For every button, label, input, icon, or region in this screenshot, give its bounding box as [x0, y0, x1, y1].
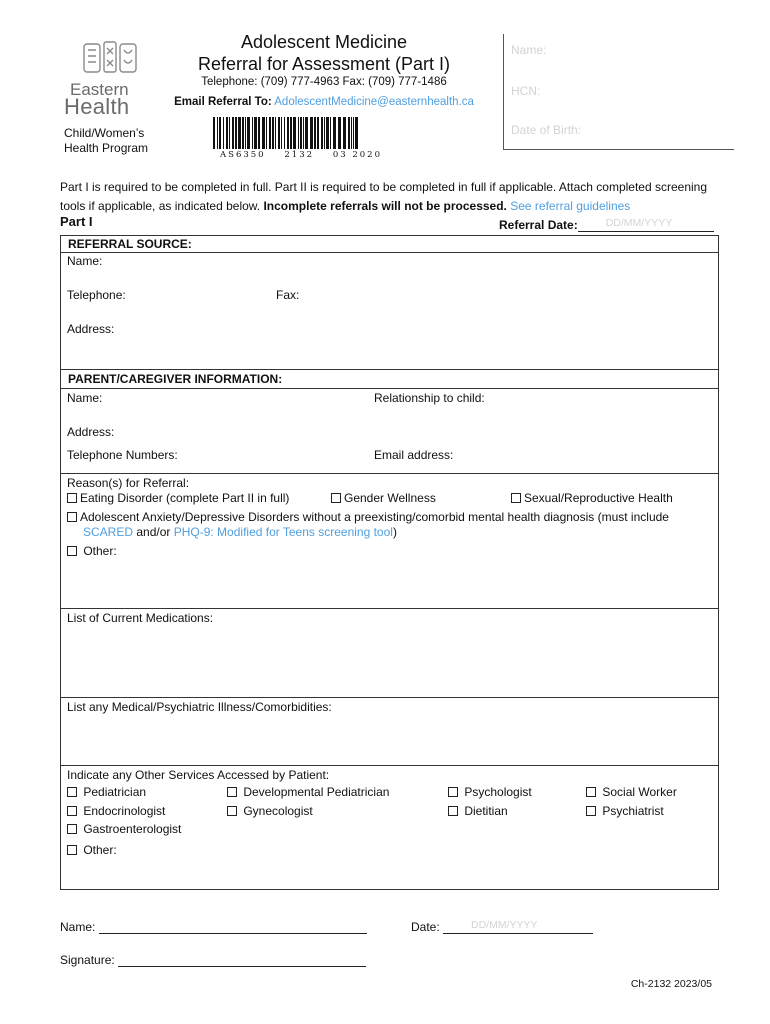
- referral-source-header: [60, 235, 719, 252]
- barcode-icon: [213, 117, 359, 149]
- checkbox-icon[interactable]: [586, 806, 596, 816]
- referral-source-section: [60, 252, 719, 370]
- patient-name-field[interactable]: Name:: [511, 43, 547, 57]
- program-line-2: Health Program: [64, 141, 149, 155]
- reason-other[interactable]: [67, 544, 117, 558]
- title-line-1: Adolescent Medicine: [240, 32, 408, 52]
- footer-signature-label: Signature:: [60, 953, 115, 967]
- email-line: [154, 96, 494, 108]
- program-name: [64, 126, 148, 156]
- footer-name-field[interactable]: [99, 921, 367, 934]
- relationship-field[interactable]: Relationship to child:: [374, 391, 485, 405]
- reason-sexual-health[interactable]: [511, 491, 673, 505]
- referral-address-field[interactable]: Address:: [67, 322, 115, 336]
- services-section: [60, 766, 719, 890]
- service-psychiatrist-label: Psychiatrist: [602, 804, 664, 818]
- service-social-worker[interactable]: [586, 785, 677, 799]
- service-pediatrician-label: Pediatrician: [83, 785, 147, 799]
- checkbox-icon[interactable]: [67, 546, 77, 556]
- barcode-number: AS6350 2132 03 2020: [220, 150, 382, 160]
- logo-line-eastern: Eastern: [70, 80, 129, 99]
- checkbox-icon[interactable]: [448, 787, 458, 797]
- referral-guidelines-link[interactable]: See referral guidelines: [506, 199, 631, 213]
- logo-line-health: Health: [64, 94, 130, 119]
- close-paren: ): [392, 525, 397, 539]
- service-dev-pediatrician-label: Developmental Pediatrician: [243, 785, 390, 799]
- footer-date-placeholder: DD/MM/YYYY: [471, 919, 538, 931]
- referral-date-field[interactable]: [578, 219, 714, 232]
- parent-info-header: [60, 370, 719, 388]
- title-line-2: Referral for Assessment (Part I): [197, 54, 451, 74]
- reason-gender-wellness[interactable]: [331, 491, 436, 505]
- phq9-link[interactable]: PHQ-9: Modified for Teens screening tool: [173, 525, 393, 539]
- checkbox-icon[interactable]: [67, 806, 77, 816]
- email-label: Email Referral To:: [174, 96, 272, 108]
- checkbox-icon[interactable]: [227, 787, 237, 797]
- service-endocrinologist[interactable]: [67, 804, 165, 818]
- checkbox-icon[interactable]: [331, 493, 341, 503]
- checkbox-icon[interactable]: [67, 512, 77, 522]
- dob-field[interactable]: Date of Birth:: [511, 123, 582, 137]
- instructions-text: Part I is required to be completed in full. Part II is required to be completed in full if applicable. Attach completed screening tools if applicable, as indicated below.: [60, 180, 708, 213]
- service-gynecologist[interactable]: [227, 804, 313, 818]
- referral-telephone-field[interactable]: Telephone:: [67, 288, 126, 302]
- checkbox-icon[interactable]: [67, 824, 77, 834]
- checkbox-icon[interactable]: [67, 845, 77, 855]
- services-title: Indicate any Other Services Accessed by Patient:: [67, 768, 330, 782]
- footer-signature-field[interactable]: [118, 954, 366, 967]
- reason-anxiety[interactable]: [67, 510, 712, 540]
- reasons-title: Reason(s) for Referral:: [67, 476, 190, 490]
- reason-eating-disorder[interactable]: [67, 491, 289, 505]
- reason-eating-label: Eating Disorder (complete Part II in full): [80, 491, 290, 505]
- service-dietitian[interactable]: [448, 804, 508, 818]
- scared-link[interactable]: SCARED: [83, 525, 134, 539]
- service-social-worker-label: Social Worker: [602, 785, 677, 799]
- illness-section[interactable]: [60, 698, 719, 766]
- service-dietitian-label: Dietitian: [464, 804, 508, 818]
- service-other-label: Other:: [83, 843, 117, 857]
- reason-gender-label: Gender Wellness: [344, 491, 436, 505]
- referral-source-title: REFERRAL SOURCE:: [68, 237, 192, 251]
- parent-info-title: PARENT/CAREGIVER INFORMATION:: [68, 372, 283, 386]
- parent-address-field[interactable]: Address:: [67, 425, 115, 439]
- service-psychologist[interactable]: [448, 785, 532, 799]
- hcn-field[interactable]: HCN:: [511, 84, 541, 98]
- checkbox-icon[interactable]: [511, 493, 521, 503]
- checkbox-icon[interactable]: [227, 806, 237, 816]
- parent-name-field[interactable]: Name:: [67, 391, 103, 405]
- referral-name-field[interactable]: Name:: [67, 254, 103, 268]
- footer-signature: [60, 953, 366, 967]
- reasons-section: [60, 474, 719, 609]
- patient-id-box: [503, 34, 734, 150]
- reason-sexual-label: Sexual/Reproductive Health: [524, 491, 673, 505]
- illness-title: List any Medical/Psychiatric Illness/Comorbidities:: [67, 700, 332, 714]
- footer-date-label: Date:: [411, 920, 440, 934]
- parent-phones-field[interactable]: Telephone Numbers:: [67, 448, 178, 462]
- reason-other-label: Other:: [83, 544, 117, 558]
- service-gastro-label: Gastroenterologist: [83, 822, 182, 836]
- phone-fax-line: Telephone: (709) 777-4963 Fax: (709) 777-1486: [201, 76, 447, 88]
- service-other[interactable]: [67, 843, 117, 857]
- service-psychologist-label: Psychologist: [464, 785, 532, 799]
- service-gynecologist-label: Gynecologist: [243, 804, 313, 818]
- medications-title: List of Current Medications:: [67, 611, 214, 625]
- and-or-text: and/or: [133, 525, 174, 539]
- medications-section[interactable]: [60, 609, 719, 698]
- service-dev-pediatrician[interactable]: [227, 785, 389, 799]
- service-psychiatrist[interactable]: [586, 804, 664, 818]
- parent-email-field[interactable]: Email address:: [374, 448, 454, 462]
- service-pediatrician[interactable]: [67, 785, 146, 799]
- logo-wordmark: [64, 80, 130, 119]
- referral-date-label: Referral Date:: [499, 218, 578, 232]
- service-gastroenterologist[interactable]: [67, 822, 181, 836]
- checkbox-icon[interactable]: [67, 493, 77, 503]
- checkbox-icon[interactable]: [448, 806, 458, 816]
- footer-date: [411, 920, 593, 934]
- form-number: Ch-2132 2023/05: [630, 978, 712, 990]
- form-title: [154, 31, 494, 75]
- instructions: [60, 178, 720, 216]
- service-endocrinologist-label: Endocrinologist: [83, 804, 166, 818]
- program-line-1: Child/Women’s: [64, 126, 145, 140]
- footer-date-field[interactable]: [443, 921, 593, 934]
- footer-name: [60, 920, 367, 934]
- footer-name-label: Name:: [60, 920, 96, 934]
- checkbox-icon[interactable]: [586, 787, 596, 797]
- parent-info-section: [60, 388, 719, 474]
- checkbox-icon[interactable]: [67, 787, 77, 797]
- referral-date: [499, 218, 714, 232]
- part-label: Part I: [60, 214, 93, 229]
- reason-anxiety-label: Adolescent Anxiety/Depressive Disorders without a preexisting/comorbid mental health diagnosis (must include: [80, 510, 669, 524]
- instructions-warning: Incomplete referrals will not be processed.: [263, 199, 507, 213]
- referral-fax-field[interactable]: Fax:: [276, 288, 300, 302]
- referral-date-placeholder: DD/MM/YYYY: [605, 217, 673, 229]
- email-link[interactable]: AdolescentMedicine@easternhealth.ca: [274, 96, 474, 108]
